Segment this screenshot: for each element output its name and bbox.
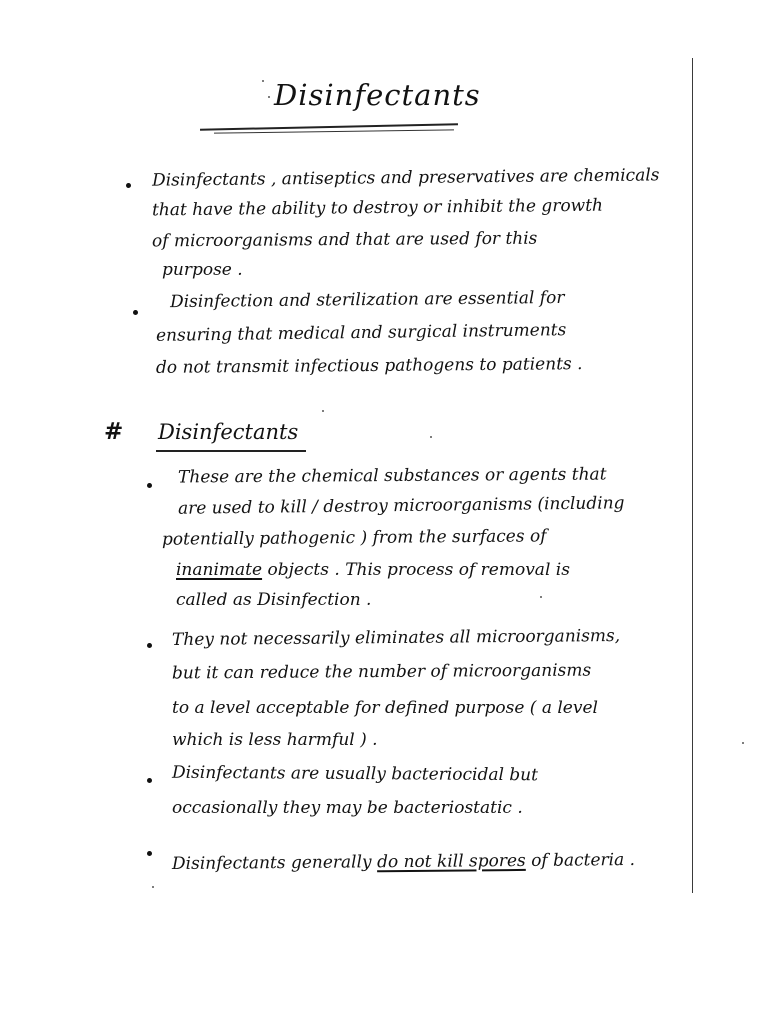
ink-speck bbox=[430, 436, 432, 438]
section-bullet-3-line-2: occasionally they may be bacteriostatic . bbox=[172, 798, 523, 818]
ink-speck bbox=[322, 410, 324, 412]
bullet-dot bbox=[126, 183, 131, 188]
section-heading-text: Disinfectants bbox=[158, 420, 299, 444]
intro-bullet-1-line-4: purpose . bbox=[162, 260, 243, 280]
bullet-dot bbox=[147, 778, 152, 783]
bullet-dot bbox=[147, 483, 152, 488]
page-title: Disinfectants bbox=[274, 78, 481, 112]
inanimate-underlined: inanimate bbox=[176, 560, 263, 580]
section-bullet-4-suffix: of bacteria . bbox=[525, 849, 636, 871]
heading-underline bbox=[156, 450, 306, 452]
intro-bullet-2-line-3: do not transmit infectious pathogens to patients . bbox=[155, 354, 583, 378]
margin-line bbox=[692, 58, 693, 893]
section-bullet-1-line-2: are used to kill / destroy microorganisms (including bbox=[177, 493, 625, 519]
section-bullet-2 bbox=[172, 628, 692, 758]
section-bullet-2-line-2: but it can reduce the number of microorganisms bbox=[171, 660, 592, 684]
section-bullet-1 bbox=[161, 464, 692, 616]
ink-speck bbox=[742, 742, 744, 744]
ink-speck bbox=[152, 886, 154, 888]
section-bullet-4-line-1 bbox=[172, 850, 635, 874]
intro-bullet-1 bbox=[151, 165, 692, 288]
bullet-dot bbox=[133, 310, 138, 315]
section-bullet-4-prefix: Disinfectants generally bbox=[171, 852, 378, 875]
ink-speck bbox=[268, 96, 270, 98]
intro-bullet-1-line-3: of microorganisms and that are used for this bbox=[151, 228, 538, 252]
bullet-dot bbox=[147, 851, 152, 856]
intro-bullet-2-line-2: ensuring that medical and surgical instruments bbox=[155, 320, 567, 346]
section-bullet-1-line-4-rest: objects . This process of removal is bbox=[262, 560, 570, 580]
ink-speck bbox=[262, 80, 264, 82]
section-bullet-1-line-4 bbox=[176, 560, 570, 580]
ink-speck bbox=[540, 596, 542, 598]
section-bullet-1-line-5: called as Disinfection . bbox=[176, 590, 372, 610]
intro-bullet-1-line-2: that have the ability to destroy or inhibit the growth bbox=[151, 195, 604, 221]
section-bullet-2-line-4: which is less harmful ) . bbox=[172, 730, 378, 750]
intro-bullet-1-line-1: Disinfectants , antiseptics and preservatives are chemicals bbox=[151, 165, 660, 191]
title-underline-secondary bbox=[214, 129, 454, 133]
heading-hash-marker: # bbox=[104, 418, 124, 445]
section-bullet-1-line-3: potentially pathogenic ) from the surfaces of bbox=[161, 526, 547, 550]
do-not-kill-spores-underlined: do not kill spores bbox=[376, 850, 526, 873]
section-bullet-3-line-1: Disinfectants are usually bacteriocidal but bbox=[171, 762, 539, 786]
section-bullet-2-line-3: to a level acceptable for defined purpose ( a level bbox=[172, 698, 598, 718]
intro-bullet-2-line-1: Disinfection and sterilization are essential for bbox=[169, 287, 565, 313]
intro-bullet-2 bbox=[155, 287, 692, 390]
section-bullet-3 bbox=[172, 764, 692, 834]
section-bullet-4 bbox=[172, 840, 692, 880]
section-bullet-1-line-1: These are the chemical substances or agents that bbox=[177, 464, 607, 488]
bullet-dot bbox=[147, 643, 152, 648]
section-bullet-2-line-1: They not necessarily eliminates all microorganisms, bbox=[171, 626, 621, 650]
